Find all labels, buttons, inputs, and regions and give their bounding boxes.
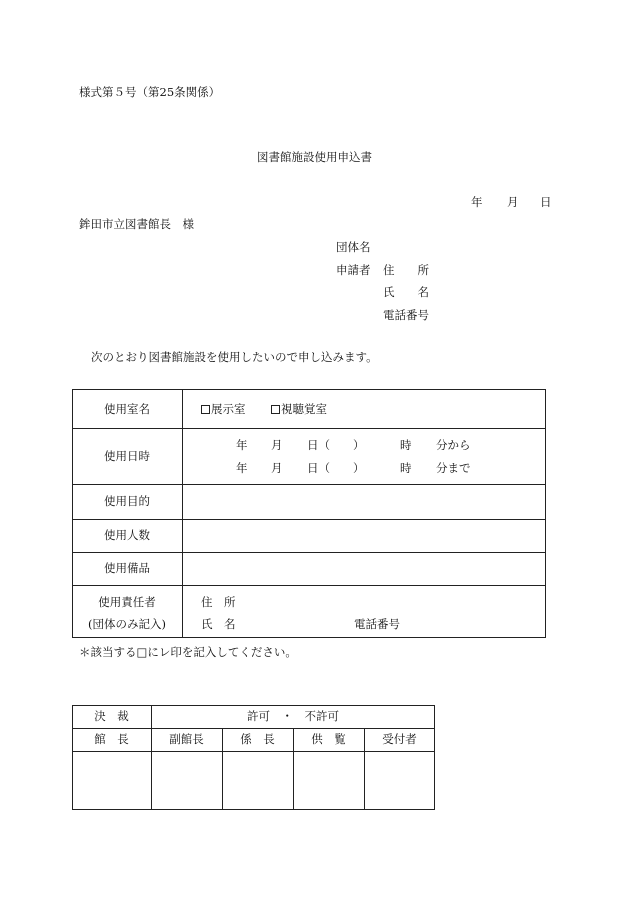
dt-to-suffix: 分まで	[436, 461, 471, 475]
responsible-name-label: 氏 名	[201, 617, 236, 631]
date-year: 年	[471, 195, 483, 209]
equipment-label: 使用備品	[104, 561, 150, 575]
responsible-note: (団体のみ記入)	[88, 617, 166, 631]
dt-from-day: 日（ ）	[307, 438, 365, 452]
group-name-label: 団体名	[336, 240, 371, 254]
applicant-phone-label: 電話番号	[383, 308, 429, 322]
deputy-director-label: 副館長	[169, 732, 204, 746]
dt-to-hour: 時	[400, 461, 412, 475]
checkbox-note: ＊該当する□にレ印を記入してください。	[79, 645, 297, 659]
datetime-label: 使用日時	[104, 449, 150, 463]
dt-from-hour: 時	[400, 438, 412, 452]
purpose-label: 使用目的	[104, 494, 150, 508]
dt-to-day: 日（ ）	[307, 461, 365, 475]
dt-to-year: 年	[236, 461, 248, 475]
addressee: 鉾田市立図書館長 様	[79, 217, 194, 231]
receptionist-label: 受付者	[382, 732, 417, 746]
dt-from-suffix: 分から	[436, 438, 471, 452]
checkbox-exhibition-room[interactable]	[201, 405, 210, 414]
dt-from-month: 月	[271, 438, 283, 452]
intro-text: 次のとおり図書館施設を使用したいので申し込みます。	[91, 350, 378, 364]
viewed-label: 供 覧	[311, 732, 346, 746]
date-month: 月	[507, 195, 519, 209]
responsible-phone-label: 電話番号	[354, 617, 400, 631]
room-label: 使用室名	[104, 402, 150, 416]
applicant-name-label: 氏 名	[383, 285, 429, 299]
form-number: 様式第５号（第25条関係）	[79, 85, 221, 99]
form-title: 図書館施設使用申込書	[257, 150, 372, 164]
responsible-address-label: 住 所	[201, 595, 236, 609]
people-label: 使用人数	[104, 528, 150, 542]
date-day: 日	[540, 195, 552, 209]
director-label: 館 長	[94, 732, 129, 746]
decision-value: 許可 ・ 不許可	[247, 709, 339, 723]
applicant-address-label: 住 所	[383, 263, 429, 277]
dt-from-year: 年	[236, 438, 248, 452]
dt-to-month: 月	[271, 461, 283, 475]
usage-table-divider	[182, 389, 183, 638]
decision-label: 決 裁	[94, 709, 129, 723]
applicant-label: 申請者	[336, 263, 371, 277]
room-option-av[interactable]: 視聴覚室	[271, 404, 327, 416]
section-chief-label: 係 長	[240, 732, 275, 746]
room-option-exhibition[interactable]: 展示室	[201, 404, 246, 416]
checkbox-av-room[interactable]	[271, 405, 280, 414]
responsible-label: 使用責任者	[98, 595, 156, 609]
